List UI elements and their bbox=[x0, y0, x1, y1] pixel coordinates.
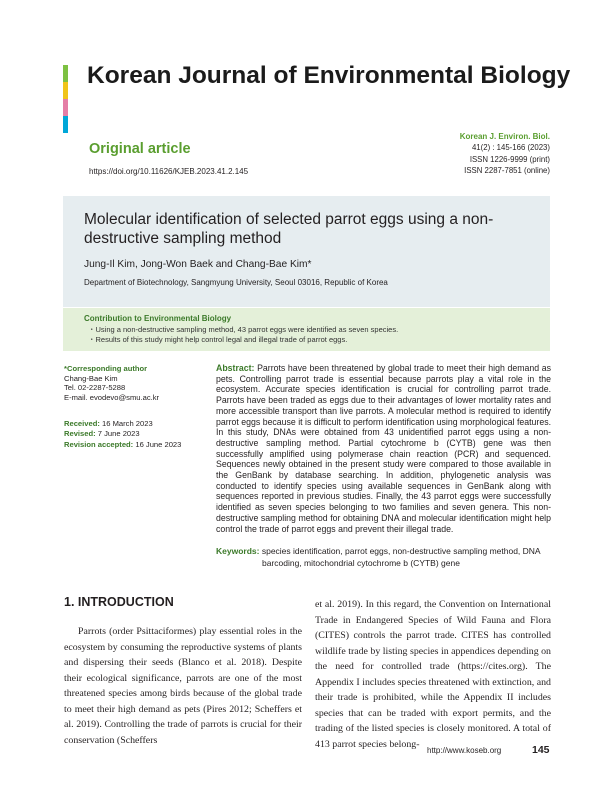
volume-pages: 41(2) : 145-166 (2023) bbox=[471, 143, 550, 153]
journal-color-bar-yellow bbox=[63, 82, 68, 99]
keywords-line-2: barcoding, mitochondrial cytochrome b (CYTB) gene bbox=[262, 557, 460, 568]
corresponding-author-name: Chang-Bae Kim bbox=[64, 373, 118, 383]
contribution-item: ・Results of this study might help control legal and illegal trade of parrot eggs. bbox=[88, 335, 348, 344]
bullet-icon: ・ bbox=[88, 325, 96, 334]
footer-url[interactable]: http://www.koseb.org bbox=[427, 746, 502, 755]
journal-title: Korean Journal of Environmental Biology bbox=[87, 62, 571, 89]
revised-date: Revised: 7 June 2023 bbox=[64, 429, 140, 439]
paper-title: Molecular identification of selected parrot eggs using a non-destructive sampling method bbox=[84, 211, 494, 247]
corresponding-author-tel: Tel. 02-2287-5288 bbox=[64, 383, 126, 393]
issn-online: ISSN 2287-7851 (online) bbox=[464, 165, 550, 175]
journal-color-bar-green bbox=[63, 65, 68, 82]
abstract-text: Parrots have been threatened by global trade to meet their high demand as pets. Controlling parrot trade is essential because parrots play a vital role in the ecosystem. Accurate species identification is crucial for controlling parrot trade. Parrots have been traded as eggs due to their advantages of lower mortality rates and more accessible transport than live parrots. A molecular method is required to identify parrot eggs because it is difficult to perform identification using morphological features. In this study, DNAs were obtained from 43 unidentified parrot eggs using a non-destructive sampling method. Partial cytochrome b (CYTB) gene was then successfully amplified using polymerase chain reaction (PCR) and sequenced. Sequences newly obtained in the present study were compared to those available in the GenBank by database searching. In addition, phylogenetic analysis was conducted to identify species using available sequences in GenBank along with sequences reported in previous studies. Finally, the 43 parrot eggs were successfully identified as seven species belonging to two families and seven genera. This non-destructive sampling method for obtaining DNA and molecular identification might help control the trade of parrot eggs and prevent their illegal trade. bbox=[216, 363, 552, 534]
received-date: Received: 16 March 2023 bbox=[64, 419, 153, 428]
contribution-list bbox=[88, 325, 398, 345]
corresponding-author-heading: *Corresponding author bbox=[64, 364, 148, 373]
contribution-item: ・Using a non-destructive sampling method, 43 parrot eggs were identified as seven species. bbox=[88, 325, 399, 334]
corresponding-author-email[interactable]: E-mail. evodevo@smu.ac.kr bbox=[64, 392, 160, 402]
accepted-date: Revision accepted: 16 June 2023 bbox=[64, 439, 182, 449]
keywords-line-1: Keywords: species identification, parrot eggs, non-destructive sampling method, DNA bbox=[216, 546, 541, 556]
contribution-title: Contribution to Environmental Biology bbox=[84, 314, 232, 323]
article-dates bbox=[64, 419, 181, 450]
author-list: Jung-Il Kim, Jong-Won Baek and Chang-Bae Kim* bbox=[84, 259, 312, 270]
affiliation: Department of Biotechnology, Sangmyung University, Seoul 03016, Republic of Korea bbox=[84, 278, 388, 287]
keywords bbox=[216, 546, 551, 569]
article-type: Original article bbox=[89, 141, 191, 157]
section-heading: 1. INTRODUCTION bbox=[64, 595, 174, 609]
citation-block bbox=[460, 131, 550, 176]
keywords-label: Keywords: bbox=[216, 546, 260, 556]
corresponding-author-block bbox=[64, 364, 159, 402]
journal-color-bar-pink bbox=[63, 99, 68, 116]
body-text-left-column: Parrots (order Psittaciformes) play essential roles in the ecosystem by consuming the reproductive systems of plants and dispersing their seeds (Blanco et al. 2018). Despite their ecological significance, parrots are one of the most threatened species among birds because of the global trade to meet their high demand as pets (Pires 2012; Scheffers et al. 2019). Controlling the trade of parrots is crucial for their conservation (Scheffers bbox=[64, 626, 302, 746]
issn-print: ISSN 1226-9999 (print) bbox=[469, 154, 550, 164]
doi-link[interactable]: https://doi.org/10.11626/KJEB.2023.41.2.145 bbox=[89, 167, 249, 176]
body-text-right-column: et al. 2019). In this regard, the Convention on International Trade in Endangered Species of Wild Fauna and Flora (CITES) controls the parrot trade. CITES has controlled wildlife trade by listing species in appendices depending on the need for controlled trade (https://cites.org). The Appendix I includes species threatened with extinction, and their trade is prohibited, while the Appendix II includes species that can be traded with export permits, and the trading of the listed species is closely monitored. A total of 413 parrot species belong- bbox=[315, 599, 551, 750]
journal-abbreviation: Korean J. Environ. Biol. bbox=[459, 132, 550, 141]
bullet-icon: ・ bbox=[88, 335, 96, 344]
abstract-label: Abstract: bbox=[216, 363, 255, 373]
abstract bbox=[216, 363, 551, 534]
journal-color-bar-blue bbox=[63, 116, 68, 133]
page-number: 145 bbox=[532, 744, 550, 756]
